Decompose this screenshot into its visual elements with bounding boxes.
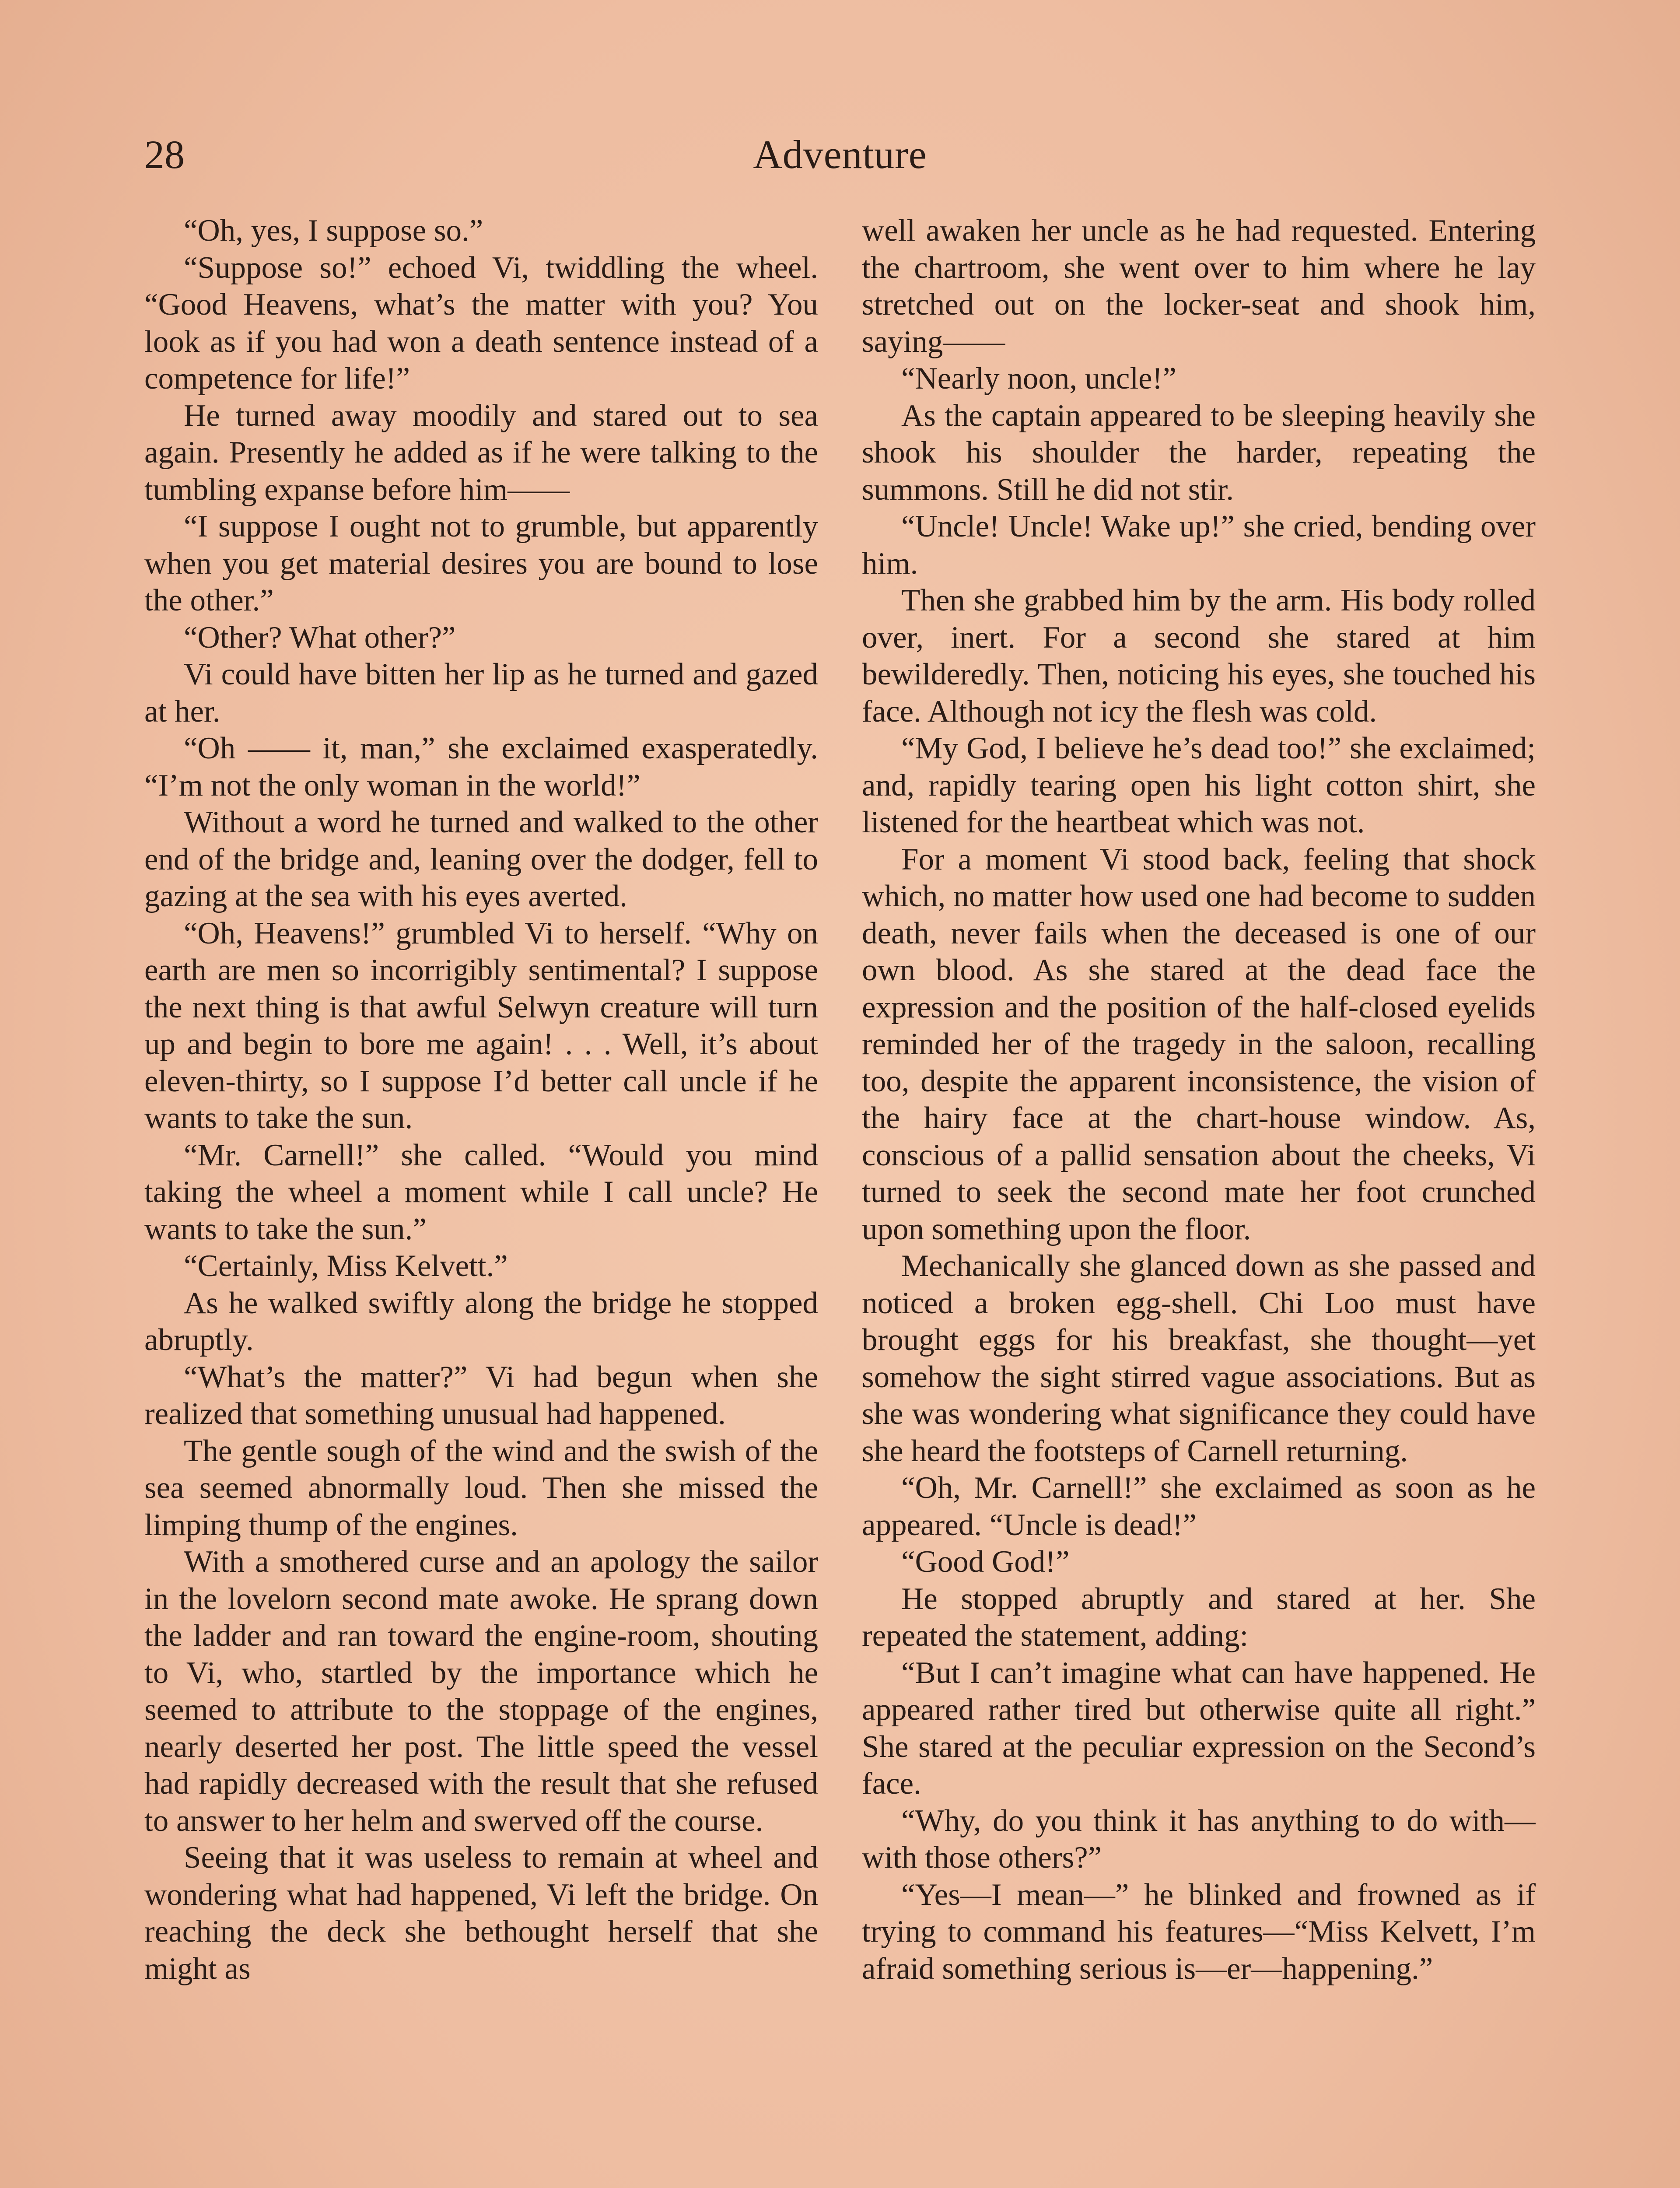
text-columns bbox=[144, 212, 1536, 2188]
paragraph: He stopped abruptly and stared at her. She repeated the statement, adding: bbox=[862, 1581, 1536, 1653]
paragraph: “Why, do you think it has anything to do with—with those others?” bbox=[862, 1803, 1536, 1875]
paragraph: Mechanically she glanced down as she passed and noticed a broken egg-shell. Chi Loo must have brought eggs for his breakfast, she thought—yet somehow the sight stirred vague associations. But as she was wondering what significance they could have she heard the footsteps of Carnell returning. bbox=[862, 1249, 1536, 1468]
paragraph: “Mr. Carnell!” she called. “Would you mind taking the wheel a moment while I call uncle? He wants to take the sun.” bbox=[144, 1138, 818, 1246]
paragraph: well awaken her uncle as he had requested. Entering the chartroom, she went over to him where he lay stretched out on the locker-seat and shook him, saying—— bbox=[862, 214, 1536, 359]
paragraph: “Suppose so!” echoed Vi, twiddling the wheel. “Good Heavens, what’s the matter with you? You look as if you had won a death sentence instead of a competence for life!” bbox=[144, 250, 818, 396]
paragraph: Without a word he turned and walked to the other end of the bridge and, leaning over the dodger, fell to gazing at the sea with his eyes averted. bbox=[144, 805, 818, 913]
right-column bbox=[862, 212, 1536, 2188]
paragraph: Then she grabbed him by the arm. His body rolled over, inert. For a second she stared at him bewilderedly. Then, noticing his eyes, she touched his face. Although not icy the flesh was cold. bbox=[862, 583, 1536, 729]
page-number: 28 bbox=[144, 132, 185, 177]
paragraph: “Oh, Heavens!” grumbled Vi to herself. “Why on earth are men so incorrigibly sentimental? I suppose the next thing is that awful Selwyn creature will turn up and begin to bore me again! . . . Well, it’s about eleven-thirty, so I suppose I’d better call uncle if he wants to take the sun. bbox=[144, 916, 818, 1135]
paragraph: With a smothered curse and an apology the sailor in the lovelorn second mate awoke. He sprang down the ladder and ran toward the engine-room, shouting to Vi, who, startled by the importance which he seemed to attribute to the stoppage of the engines, nearly deserted her post. The little speed the vessel had rapidly decreased with the result that she refused to answer to her helm and swerved off the course. bbox=[144, 1545, 818, 1838]
paragraph: “Other? What other?” bbox=[184, 620, 456, 655]
paragraph: Vi could have bitten her lip as he turned and gazed at her. bbox=[144, 657, 818, 729]
paragraph: The gentle sough of the wind and the swish of the sea seemed abnormally loud. Then she missed the limping thump of the engines. bbox=[144, 1434, 818, 1542]
paragraph: As he walked swiftly along the bridge he stopped abruptly. bbox=[144, 1286, 818, 1357]
paragraph: “Oh —— it, man,” she exclaimed exasperatedly. “I’m not the only woman in the world!” bbox=[144, 731, 818, 803]
left-column bbox=[144, 212, 818, 2188]
paragraph: “Oh, Mr. Carnell!” she exclaimed as soon as he appeared. “Uncle is dead!” bbox=[862, 1471, 1536, 1542]
paragraph: “Oh, yes, I suppose so.” bbox=[184, 214, 483, 248]
paragraph: “I suppose I ought not to grumble, but apparently when you get material desires you are bound to lose the other.” bbox=[144, 509, 818, 617]
paragraph: “But I can’t imagine what can have happened. He appeared rather tired but otherwise quite all right.” She stared at the peculiar expression on the Second’s face. bbox=[862, 1655, 1536, 1801]
running-title: Adventure bbox=[753, 132, 927, 177]
paragraph: “Yes—I mean—” he blinked and frowned as if trying to command his features—“Miss Kelvett, I’m afraid something serious is—er—happening.” bbox=[862, 1877, 1536, 1986]
paragraph: “Uncle! Uncle! Wake up!” she cried, bending over him. bbox=[862, 509, 1536, 581]
paragraph: Seeing that it was useless to remain at wheel and wondering what had happened, Vi left the bridge. On reaching the deck she bethought herself that she might as bbox=[144, 1841, 818, 1986]
paragraph: “My God, I believe he’s dead too!” she exclaimed; and, rapidly tearing open his light cotton shirt, she listened for the heartbeat which was not. bbox=[862, 731, 1536, 839]
page-header bbox=[144, 131, 1536, 184]
paragraph: As the captain appeared to be sleeping heavily she shook his shoulder the harder, repeating the summons. Still he did not stir. bbox=[862, 398, 1536, 507]
paragraph: “Nearly noon, uncle!” bbox=[901, 361, 1176, 396]
paragraph: “Good God!” bbox=[901, 1545, 1070, 1579]
paragraph: For a moment Vi stood back, feeling that shock which, no matter how used one had become to sudden death, never fails when the deceased is one of our own blood. As she stared at the dead face the expression and the position of the half-closed eyelids reminded her of the tragedy in the saloon, recalling too, despite the apparent inconsistence, the vision of the hairy face at the chart-house window. As, conscious of a pallid sensation about the cheeks, Vi turned to seek the second mate her foot crunched upon something upon the floor. bbox=[862, 842, 1536, 1246]
paragraph: “Certainly, Miss Kelvett.” bbox=[184, 1249, 508, 1283]
paragraph: He turned away moodily and stared out to sea again. Presently he added as if he were talking to the tumbling expanse before him—— bbox=[144, 398, 818, 507]
paragraph: “What’s the matter?” Vi had begun when she realized that something unusual had happened. bbox=[144, 1360, 818, 1431]
